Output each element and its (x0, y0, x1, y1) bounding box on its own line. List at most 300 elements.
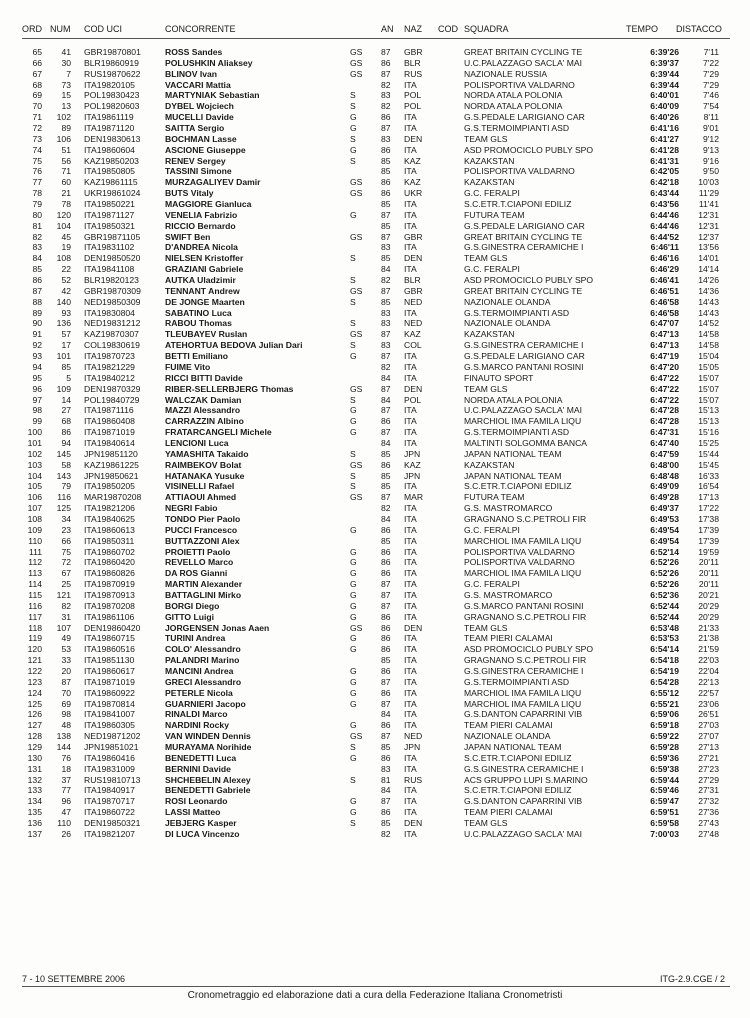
cell-gap: 12'37 (698, 231, 719, 242)
cell-uci: ITA19860826 (84, 568, 135, 579)
cell-time: 6:41'31 (650, 155, 679, 166)
cell-num: 102 (56, 112, 71, 123)
timing-credit: Cronometraggio ed elaborazione dati a cura della Federazione Italiana Cronometristi (187, 990, 563, 1001)
cell-num: 56 (61, 155, 71, 166)
cell-naz: MAR (404, 492, 424, 503)
cell-cat: GS (350, 57, 363, 68)
cell-ord: 109 (27, 524, 42, 535)
cell-time: 6:49'09 (650, 481, 679, 492)
cell-time: 6:52'14 (650, 546, 679, 557)
cell-an: 86 (381, 752, 391, 763)
table-row (0, 264, 750, 275)
cell-team: JAPAN NATIONAL TEAM (464, 448, 562, 459)
cell-cat: G (350, 644, 357, 655)
cell-gap: 27'32 (698, 796, 719, 807)
cell-team: KAZAKSTAN (464, 329, 515, 340)
cell-uci: ITA19870717 (84, 796, 135, 807)
cell-naz: ITA (404, 405, 417, 416)
table-row (0, 112, 750, 123)
cell-team: TEAM GLS (464, 622, 508, 633)
cell-time: 6:59'18 (650, 720, 679, 731)
cell-an: 86 (381, 720, 391, 731)
cell-time: 6:54'28 (650, 676, 679, 687)
cell-time: 6:59'22 (650, 731, 679, 742)
cell-naz: ITA (404, 568, 417, 579)
cell-gap: 13'56 (698, 242, 719, 253)
cell-name: VENELIA Fabrizio (165, 209, 238, 220)
table-row (0, 633, 750, 644)
cell-gap: 17'22 (698, 503, 719, 514)
cell-ord: 80 (32, 209, 42, 220)
cell-cat: S (350, 774, 356, 785)
cell-naz: JPN (404, 470, 421, 481)
cell-naz: ITA (404, 209, 417, 220)
cell-time: 7:00'03 (650, 828, 679, 839)
cell-gap: 15'04 (698, 351, 719, 362)
cell-name: PUCCI Francesco (165, 524, 238, 535)
cell-cat: G (350, 752, 357, 763)
cell-naz: DEN (404, 133, 423, 144)
table-row (0, 297, 750, 308)
cell-team: JAPAN NATIONAL TEAM (464, 742, 562, 752)
cell-an: 85 (381, 296, 391, 307)
cell-time: 6:39'44 (650, 79, 679, 90)
cell-naz: BLR (404, 57, 421, 68)
cell-name: VISINELLI Rafael (165, 481, 235, 492)
table-row (0, 785, 750, 796)
cell-team: GREAT BRITAIN CYCLING TE (464, 285, 583, 296)
cell-naz: ITA (404, 698, 417, 709)
table-row (0, 818, 750, 829)
table-row (0, 699, 750, 710)
cell-uci: ITA19870814 (84, 698, 135, 709)
cell-an: 82 (381, 361, 391, 372)
cell-ord: 120 (27, 644, 42, 655)
cell-team: U.C.PALAZZAGO SACLA' MAI (464, 57, 582, 68)
cell-naz: ITA (404, 828, 417, 839)
cell-ord: 132 (27, 774, 42, 785)
cell-uci: UKR19861024 (84, 188, 141, 199)
cell-cat: G (350, 807, 357, 818)
cell-name: ROSI Leonardo (165, 796, 228, 807)
cell-ord: 113 (28, 568, 42, 579)
cell-ord: 114 (28, 579, 42, 590)
cell-num: 98 (61, 709, 71, 720)
table-row (0, 47, 750, 58)
cell-time: 6:55'21 (650, 698, 679, 709)
cell-name: MAZZI Alessandro (165, 405, 241, 416)
cell-time: 6:46'58 (650, 296, 679, 307)
cell-uci: ITA19860604 (84, 144, 135, 155)
cell-time: 6:47'20 (650, 361, 679, 372)
cell-uci: ITA19871116 (84, 405, 134, 416)
cell-gap: 14'43 (698, 296, 719, 307)
table-row (0, 438, 750, 449)
cell-naz: ITA (404, 144, 417, 155)
table-row (0, 471, 750, 482)
cell-an: 84 (381, 372, 391, 383)
cell-num: 67 (61, 568, 71, 579)
cell-gap: 12'31 (698, 209, 719, 220)
cell-ord: 137 (27, 828, 42, 839)
cell-naz: ITA (404, 763, 417, 774)
cell-cat: GS (350, 731, 363, 742)
cell-uci: ITA19840917 (84, 785, 135, 796)
cell-time: 6:49'37 (650, 503, 679, 514)
cell-time: 6:47'22 (650, 394, 679, 405)
cell-cat: S (350, 253, 356, 264)
cell-naz: GBR (404, 231, 423, 242)
cell-naz: COL (404, 340, 422, 351)
cell-ord: 88 (32, 296, 42, 307)
cell-time: 6:47'31 (650, 427, 679, 438)
cell-team: MARCHIOL IMA FAMILA LIQU (464, 568, 582, 579)
cell-num: 86 (61, 427, 71, 438)
table-row (0, 775, 750, 786)
cell-cat: G (350, 112, 357, 123)
cell-an: 82 (381, 503, 391, 514)
table-row (0, 101, 750, 112)
table-row (0, 503, 750, 514)
cell-gap: 14'14 (698, 264, 719, 275)
cell-name: BLINOV Ivan (165, 68, 218, 79)
cell-uci: JPN19851120 (84, 448, 138, 459)
cell-ord: 72 (32, 123, 42, 134)
cell-an: 84 (381, 513, 391, 524)
cell-num: 31 (61, 611, 71, 622)
cell-time: 6:40'01 (650, 90, 679, 101)
cell-uci: ITA19821206 (84, 503, 135, 514)
table-row (0, 601, 750, 612)
cell-time: 6:59'36 (650, 752, 679, 763)
document-code: ITG-2.9.CGE / 2 (660, 974, 726, 984)
cell-time: 6:48'48 (650, 470, 679, 481)
cell-time: 6:54'18 (650, 655, 679, 666)
cell-num: 30 (61, 57, 71, 68)
cell-an: 84 (381, 437, 391, 448)
table-row (0, 177, 750, 188)
cell-gap: 26'51 (698, 709, 719, 720)
cell-uci: JPN19850621 (84, 470, 139, 481)
cell-an: 87 (381, 68, 391, 79)
cell-num: 76 (61, 752, 71, 763)
table-row (0, 688, 750, 699)
cell-team: ACS GRUPPO LUPI S.MARINO (464, 774, 588, 785)
cell-an: 86 (381, 557, 391, 568)
cell-time: 6:53'53 (650, 633, 679, 644)
cell-an: 86 (381, 57, 391, 68)
cell-time: 6:46'41 (650, 275, 679, 286)
cell-name: DI LUCA Vincenzo (165, 828, 240, 839)
cell-naz: ITA (404, 796, 417, 807)
cell-team: G.S.TERMOIMPIANTI ASD (464, 123, 570, 134)
cell-cat: S (350, 818, 356, 829)
cell-naz: ITA (404, 427, 417, 438)
cell-num: 33 (61, 655, 71, 666)
cell-naz: ITA (404, 220, 417, 231)
cell-name: D'ANDREA Nicola (165, 242, 238, 253)
cell-naz: ITA (404, 655, 417, 666)
cell-num: 52 (61, 275, 71, 286)
cell-team: POLISPORTIVA VALDARNO (464, 79, 575, 90)
cell-gap: 9'16 (703, 155, 719, 166)
cell-uci: RUS19870622 (84, 68, 141, 79)
cell-ord: 70 (32, 101, 42, 112)
cell-num: 13 (61, 101, 71, 112)
cell-num: 53 (61, 644, 71, 655)
cell-gap: 15'44 (698, 448, 719, 459)
table-row (0, 579, 750, 590)
cell-uci: ITA19860613 (84, 524, 135, 535)
cell-naz: ITA (404, 687, 417, 698)
cell-an: 87 (381, 209, 391, 220)
table-row (0, 69, 750, 80)
cell-an: 87 (381, 600, 391, 611)
cell-num: 60 (61, 177, 71, 188)
cell-ord: 79 (32, 199, 42, 210)
cell-an: 85 (381, 155, 391, 166)
table-row (0, 90, 750, 101)
cell-naz: UKR (404, 188, 423, 199)
cell-naz: DEN (404, 253, 423, 264)
cell-gap: 20'29 (698, 600, 719, 611)
cell-an: 86 (381, 188, 391, 199)
cell-cat: G (350, 665, 357, 676)
cell-cat: G (350, 351, 357, 362)
cell-time: 6:47'13 (650, 329, 679, 340)
cell-uci: ITA19851130 (84, 655, 135, 666)
cell-time: 6:52'36 (650, 589, 679, 600)
cell-gap: 22'03 (698, 655, 719, 666)
cell-gap: 19'59 (698, 546, 719, 557)
cell-uci: ITA19841108 (84, 264, 135, 275)
cell-name: ATEHORTUA BEDOVA Julian Dari (165, 340, 303, 351)
cell-uci: POL19830423 (84, 90, 140, 101)
cell-an: 87 (381, 351, 391, 362)
cell-naz: GBR (404, 285, 423, 296)
cell-name: ATTIAOUI Ahmed (165, 492, 237, 503)
cell-an: 87 (381, 427, 391, 438)
cell-naz: POL (404, 101, 422, 112)
cell-name: MARTYNIAK Sebastian (165, 90, 260, 101)
cell-ord: 86 (32, 275, 42, 286)
cell-naz: ITA (404, 372, 417, 383)
cell-naz: ITA (404, 264, 417, 275)
cell-uci: ITA19860416 (84, 752, 135, 763)
cell-name: LENCIONI Luca (165, 437, 229, 448)
cell-team: G.C. FERALPI (464, 188, 520, 199)
cell-name: MAGGIORE Gianluca (165, 199, 252, 210)
cell-uci: ITA19861119 (84, 112, 134, 123)
cell-ord: 133 (27, 785, 42, 796)
cell-an: 85 (381, 220, 391, 231)
cell-num: 58 (61, 459, 71, 470)
cell-name: BUTTAZZONI Alex (165, 535, 240, 546)
cell-time: 6:47'28 (650, 405, 679, 416)
table-row (0, 753, 750, 764)
cell-naz: ITA (404, 720, 417, 731)
cell-team: G.S.PEDALE LARIGIANO CAR (464, 351, 585, 362)
cell-an: 87 (381, 676, 391, 687)
cell-gap: 17'39 (698, 524, 719, 535)
cell-an: 86 (381, 144, 391, 155)
cell-gap: 17'13 (698, 492, 719, 503)
cell-gap: 14'58 (698, 340, 719, 351)
cell-gap: 12'31 (698, 220, 719, 231)
table-row (0, 318, 750, 329)
cell-gap: 15'45 (698, 459, 719, 470)
cell-cat: G (350, 676, 357, 687)
cell-time: 6:59'28 (650, 742, 679, 752)
cell-uci: POL19820603 (84, 101, 140, 112)
cell-ord: 71 (32, 112, 42, 123)
cell-an: 85 (381, 818, 391, 829)
cell-uci: ITA19870919 (84, 579, 135, 590)
cell-ord: 77 (32, 177, 42, 188)
cell-team: NAZIONALE RUSSIA (464, 68, 548, 79)
cell-uci: ITA19821229 (84, 361, 135, 372)
cell-an: 86 (381, 644, 391, 655)
cell-an: 87 (381, 796, 391, 807)
cell-gap: 7'46 (703, 90, 719, 101)
cell-name: NIELSEN Kristoffer (165, 253, 244, 264)
cell-num: 144 (56, 742, 71, 752)
cell-uci: ITA19870913 (84, 589, 135, 600)
cell-ord: 105 (27, 481, 42, 492)
cell-ord: 67 (32, 68, 42, 79)
cell-time: 6:39'26 (650, 47, 679, 57)
cell-name: RABOU Thomas (165, 318, 232, 329)
cell-uci: ITA19850805 (84, 166, 135, 177)
cell-uci: ITA19860617 (84, 665, 135, 676)
table-row (0, 547, 750, 558)
table-row (0, 166, 750, 177)
cell-uci: ITA19850221 (84, 199, 135, 210)
cell-num: 17 (61, 340, 71, 351)
cell-naz: NED (404, 296, 423, 307)
cell-uci: ITA19860722 (84, 807, 135, 818)
cell-uci: NED19871202 (84, 731, 141, 742)
cell-team: GRAGNANO S.C.PETROLI FIR (464, 611, 587, 622)
cell-team: U.C.PALAZZAGO SACLA' MAI (464, 405, 582, 416)
cell-uci: ITA19850321 (84, 220, 135, 231)
cell-gap: 27'48 (698, 828, 719, 839)
cell-uci: DEN19870329 (84, 383, 141, 394)
cell-an: 83 (381, 90, 391, 101)
cell-ord: 81 (32, 220, 42, 231)
cell-num: 57 (61, 329, 71, 340)
cell-naz: ITA (404, 361, 417, 372)
cell-uci: GBR19870309 (84, 285, 141, 296)
cell-uci: POL19840729 (84, 394, 140, 405)
cell-naz: KAZ (404, 177, 421, 188)
cell-an: 87 (381, 329, 391, 340)
cell-an: 83 (381, 307, 391, 318)
cell-an: 87 (381, 231, 391, 242)
cell-num: 138 (56, 731, 71, 742)
cell-gap: 15'05 (698, 361, 719, 372)
cell-ord: 83 (32, 242, 42, 253)
cell-uci: ITA19871019 (84, 427, 135, 438)
cell-uci: ITA19870723 (84, 351, 135, 362)
table-row (0, 329, 750, 340)
cell-team: FUTURA TEAM (464, 492, 525, 503)
cell-name: RICCIO Bernardo (165, 220, 236, 231)
cell-ord: 91 (32, 329, 42, 340)
cell-ord: 108 (27, 513, 42, 524)
cell-time: 6:46'58 (650, 307, 679, 318)
cell-naz: KAZ (404, 329, 421, 340)
cell-gap: 11'29 (698, 188, 719, 199)
table-row (0, 123, 750, 134)
cell-team: GREAT BRITAIN CYCLING TE (464, 47, 583, 57)
header-divider (22, 38, 730, 39)
cell-uci: ITA19831009 (84, 763, 135, 774)
cell-time: 6:43'56 (650, 199, 679, 210)
cell-ord: 119 (28, 633, 42, 644)
cell-name: BERNINI Davide (165, 763, 231, 774)
cell-team: NORDA ATALA POLONIA (464, 90, 563, 101)
cell-time: 6:49'28 (650, 492, 679, 503)
cell-time: 6:52'44 (650, 600, 679, 611)
cell-name: COLO' Alessandro (165, 644, 241, 655)
cell-time: 6:42'05 (650, 166, 679, 177)
cell-name: PETERLE Nicola (165, 687, 233, 698)
cell-cat: G (350, 698, 357, 709)
cell-uci: ITA19840625 (84, 513, 135, 524)
cell-ord: 116 (28, 600, 42, 611)
cell-num: 69 (61, 698, 71, 709)
cell-num: 121 (56, 589, 71, 600)
cell-an: 87 (381, 698, 391, 709)
cell-naz: NED (404, 731, 423, 742)
cell-ord: 107 (27, 503, 42, 514)
cell-name: GUARNIERI Jacopo (165, 698, 246, 709)
table-row (0, 557, 750, 568)
cell-ord: 76 (32, 166, 42, 177)
cell-ord: 130 (27, 752, 42, 763)
cell-naz: ITA (404, 807, 417, 818)
cell-gap: 7'29 (703, 68, 719, 79)
cell-an: 86 (381, 112, 391, 123)
cell-name: JEBJERG Kasper (165, 818, 237, 829)
cell-gap: 27'13 (698, 742, 719, 752)
cell-cat: S (350, 742, 356, 752)
cell-num: 66 (61, 535, 71, 546)
table-row (0, 796, 750, 807)
cell-an: 81 (381, 774, 391, 785)
cell-cat: S (350, 470, 356, 481)
cell-naz: ITA (404, 785, 417, 796)
cell-gap: 14'52 (698, 318, 719, 329)
cell-gap: 27'21 (698, 752, 719, 763)
cell-uci: DEN19860420 (84, 622, 141, 633)
cell-team: G.S.DANTON CAPARRINI VIB (464, 796, 583, 807)
cell-num: 96 (61, 796, 71, 807)
cell-an: 83 (381, 133, 391, 144)
cell-ord: 95 (32, 372, 42, 383)
cell-time: 6:47'19 (650, 351, 679, 362)
cell-an: 86 (381, 177, 391, 188)
header-ord: ORD (22, 24, 42, 34)
cell-cat: S (350, 481, 356, 492)
cell-ord: 112 (28, 557, 42, 568)
cell-num: 27 (61, 405, 71, 416)
cell-gap: 14'01 (698, 253, 719, 264)
cell-ord: 110 (28, 535, 42, 546)
cell-gap: 15'07 (698, 383, 719, 394)
cell-name: NEGRI Fabio (165, 503, 218, 514)
